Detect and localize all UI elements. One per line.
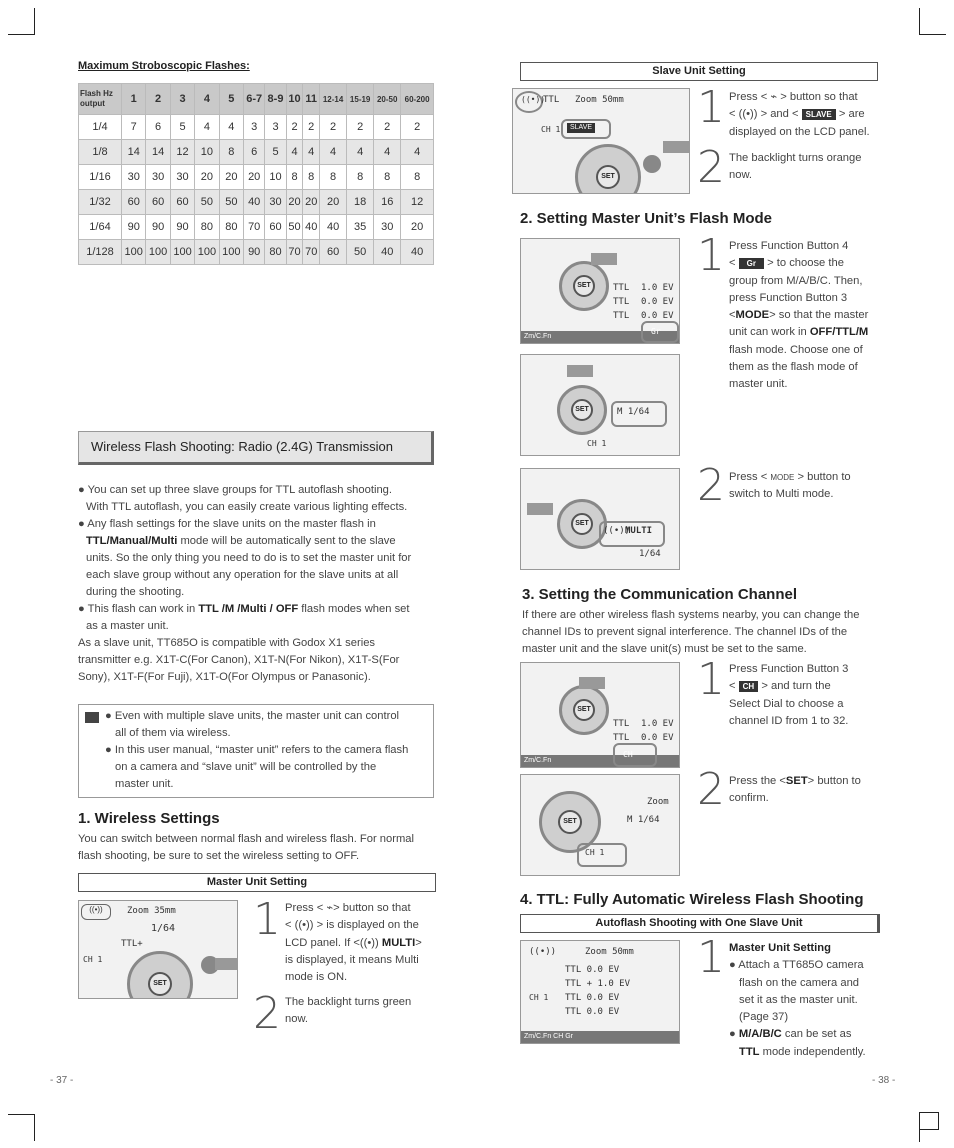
table-cell: 100 — [122, 240, 146, 265]
table-cell: 100 — [170, 240, 194, 265]
table-cell: 30 — [146, 165, 170, 190]
lcd-ch: CH — [623, 750, 633, 759]
step-text: < — [729, 680, 739, 693]
autoflash-box: Autoflash Shooting with One Slave Unit — [520, 914, 880, 933]
table-cell: 8 — [347, 165, 374, 190]
bullet-line: ● Any flash settings for the slave units on the master flash in — [78, 518, 376, 530]
arrow-icon — [215, 958, 237, 970]
page-number: - 37 - — [50, 1075, 74, 1086]
bullet-line: units. So the only thing you need to do is to set the master unit for — [86, 552, 412, 564]
header-cell: 15-19 — [347, 84, 374, 115]
table-row — [79, 190, 434, 215]
lcd-zoom: Zoom 35mm — [127, 906, 176, 916]
table-cell: 4 — [195, 115, 219, 140]
table-cell: 5 — [170, 115, 194, 140]
section-3-title: 3. Setting the Communication Channel — [522, 586, 798, 603]
step-text: The backlight turns orange — [729, 152, 862, 164]
step-number: 2 — [253, 988, 281, 1039]
lcd-channel: CH 1 — [529, 993, 549, 1002]
lcd-row: TTL 0.0 EV — [565, 965, 620, 975]
header-cell: 4 — [195, 84, 219, 115]
select-dial: SET — [557, 499, 607, 549]
header-cell: 11 — [303, 84, 320, 115]
lcd-row: TTL 0.0 EV — [565, 993, 620, 1003]
header-cell: 3 — [170, 84, 194, 115]
compat-line: As a slave unit, TT685O is compatible with Godox X1 series — [78, 637, 376, 649]
table-cell: 10 — [265, 165, 286, 190]
step-text: is displayed, it means Multi — [285, 953, 419, 966]
table-row — [79, 165, 434, 190]
step-text: > so that the master — [769, 309, 869, 322]
step-text: flash on the camera and — [739, 976, 860, 989]
step-text: group from M/A/B/C. Then, — [729, 274, 863, 287]
header-cell: 6-7 — [244, 84, 265, 115]
section-4-title: 4. TTL: Fully Automatic Wireless Flash Shooting — [520, 891, 864, 908]
lcd-ratio: 1/64 — [151, 923, 176, 934]
step-number: 1 — [697, 230, 725, 281]
table-cell: 20 — [244, 165, 265, 190]
step-text: > button to — [807, 775, 861, 787]
row-label: 1/32 — [79, 190, 122, 215]
mode-lcd-illustration-b — [520, 354, 680, 456]
table-cell: 70 — [244, 215, 265, 240]
table-cell: 6 — [244, 140, 265, 165]
channel-step2-text — [729, 773, 879, 808]
step-text: now. — [729, 169, 753, 182]
table-cell: 20 — [219, 165, 243, 190]
lcd-ev: 1.0 EV — [641, 283, 674, 293]
bullet-line: mode will be automatically sent to the slave — [177, 535, 396, 547]
channel-lcd-illustration-b — [520, 774, 680, 876]
table-cell: 40 — [401, 240, 434, 265]
step-number: 1 — [697, 654, 725, 705]
step-text: LCD panel. If <((•)) — [285, 936, 382, 949]
wireless-button-icon: ⌁ — [326, 902, 334, 914]
table-cell: 8 — [303, 165, 320, 190]
table-cell: 14 — [122, 140, 146, 165]
step-text: them as the flash mode of — [729, 361, 858, 374]
master-unit-setting-box: Master Unit Setting — [78, 873, 436, 892]
step-text: flash mode. Choose one of — [729, 343, 863, 356]
table-cell: 90 — [122, 215, 146, 240]
header-cell: 60-200 — [401, 84, 434, 115]
step-text: > — [415, 936, 422, 949]
table-cell: 4 — [320, 140, 347, 165]
slave-tag: SLAVE — [802, 109, 836, 120]
step-number: 2 — [697, 764, 725, 815]
arrow-icon — [527, 503, 553, 515]
slave-step2-text — [729, 150, 879, 185]
step-text: master unit. — [729, 378, 788, 391]
lcd-ttl: TTL — [613, 283, 630, 293]
table-row — [79, 140, 434, 165]
table-cell: 2 — [401, 115, 434, 140]
step-text: press Function Button 3 — [729, 291, 848, 304]
master-lcd-illustration — [78, 900, 238, 999]
table-cell: 40 — [303, 215, 320, 240]
select-dial: SET — [127, 951, 193, 999]
section-2-title: 2. Setting Master Unit’s Flash Mode — [520, 210, 772, 227]
paragraph-line: master unit and the slave unit(s) must be set to the same. — [522, 643, 807, 655]
bullet-line: flash modes when set — [298, 603, 410, 615]
table-cell: 8 — [219, 140, 243, 165]
table-cell: 60 — [320, 240, 347, 265]
step-number: 1 — [697, 932, 725, 983]
bold-text: OFF/TTL/M — [809, 326, 869, 339]
table-cell: 50 — [219, 190, 243, 215]
lcd-function-bar: Zm/C.Fn CH Gr — [521, 1031, 679, 1043]
table-cell: 8 — [320, 165, 347, 190]
step-text: Press < — [729, 471, 771, 483]
note-box — [78, 704, 434, 798]
step-text: ● Attach a TT685O camera — [729, 959, 864, 972]
header-cell: 8-9 — [265, 84, 286, 115]
lcd-ev: 0.0 EV — [641, 311, 674, 321]
step-number: 2 — [697, 460, 725, 511]
lcd-row: TTL 0.0 EV — [565, 1007, 620, 1017]
table-cell: 60 — [122, 190, 146, 215]
header-cell: 5 — [219, 84, 243, 115]
lcd-channel: CH 1 — [587, 439, 607, 448]
table-cell: 3 — [244, 115, 265, 140]
channel-step1-text — [729, 661, 879, 730]
row-label: 1/64 — [79, 215, 122, 240]
crop-mark — [34, 8, 35, 35]
row-label: 1/4 — [79, 115, 122, 140]
bullet-line: With TTL autoflash, you can easily create various lighting effects. — [86, 501, 408, 513]
corner-hz-label: Hz — [103, 89, 113, 98]
slave-step1-text — [729, 89, 879, 141]
ch-tag: CH — [739, 681, 759, 692]
note-icon — [85, 712, 99, 723]
table-cell: 30 — [374, 215, 401, 240]
table-cell: 4 — [374, 140, 401, 165]
table-row — [79, 215, 434, 240]
step-text: > to choose the — [764, 257, 844, 270]
bold-text: MODE — [735, 309, 770, 322]
step-text: > and turn the — [758, 680, 831, 693]
wireless-icon: ((•)) — [81, 904, 111, 920]
lcd-channel: CH 1 — [585, 848, 605, 857]
bullet-line: ● This flash can work in — [78, 603, 199, 615]
table-cell: 2 — [286, 115, 303, 140]
step-text: channel ID from 1 to 32. — [729, 714, 849, 727]
table-cell: 2 — [303, 115, 320, 140]
lcd-slave-tag: SLAVE — [567, 123, 595, 133]
table-cell: 50 — [195, 190, 219, 215]
table-cell: 80 — [219, 215, 243, 240]
wireless-settings-text — [78, 831, 438, 865]
step-text: can be set as — [781, 1028, 852, 1041]
table-cell: 35 — [347, 215, 374, 240]
select-dial: SET — [559, 685, 609, 735]
table-cell: 30 — [170, 165, 194, 190]
table-cell: 4 — [401, 140, 434, 165]
master-step2-text — [285, 994, 435, 1029]
table-cell: 2 — [347, 115, 374, 140]
multi-lcd-illustration — [520, 468, 680, 570]
table-cell: 20 — [401, 215, 434, 240]
step-text: (Page 37) — [739, 1011, 789, 1024]
page-number: - 38 - — [872, 1075, 896, 1086]
table-cell: 12 — [401, 190, 434, 215]
step-text: The backlight turns green — [285, 996, 412, 1008]
header-cell: 2 — [146, 84, 170, 115]
step-text: Press < — [729, 91, 771, 103]
corner-flash-label: Flash — [80, 89, 101, 98]
header-cell: 10 — [286, 84, 303, 115]
lcd-function-bar: Zm/C.Fn — [521, 331, 679, 343]
note-line: ● Even with multiple slave units, the master unit can control — [105, 710, 400, 722]
wireless-settings-title: 1. Wireless Settings — [78, 810, 220, 827]
select-dial: SET — [559, 261, 609, 311]
crop-mark — [919, 1128, 920, 1142]
table-cell: 3 — [265, 115, 286, 140]
lcd-function-bar: Zm/C.Fn — [521, 755, 679, 767]
table-row — [79, 240, 434, 265]
table-cell: 60 — [170, 190, 194, 215]
bold-text: TTL /M /Multi / OFF — [198, 603, 299, 615]
bold-text: SET — [785, 775, 808, 787]
table-cell: 100 — [219, 240, 243, 265]
table-cell: 70 — [303, 240, 320, 265]
bold-text: M/A/B/C — [738, 1028, 782, 1041]
lcd-ratio: M 1/64 — [617, 407, 650, 417]
step-text: Select Dial to choose a — [729, 697, 844, 710]
select-dial: SET — [575, 144, 641, 194]
table-cell: 80 — [195, 215, 219, 240]
arrow-icon — [591, 253, 617, 265]
strobe-table — [78, 83, 434, 265]
note-line: master unit. — [115, 778, 174, 790]
step-number: 1 — [253, 894, 281, 945]
step-text: switch to Multi mode. — [729, 488, 834, 501]
lcd-ev: 1.0 EV — [641, 719, 674, 729]
lcd-ttl: TTL — [613, 719, 630, 729]
table-cell: 60 — [265, 215, 286, 240]
table-cell: 80 — [265, 240, 286, 265]
ttl-step1-text — [729, 940, 879, 1061]
step-text: ● — [729, 1028, 739, 1041]
step-text: Press < — [285, 902, 327, 914]
lcd-ttl: TTL — [543, 95, 560, 105]
compat-line: transmitter e.g. X1T-C(For Canon), X1T-N(For Nikon), X1T-S(For — [78, 654, 400, 666]
paragraph-line: channel IDs to prevent signal interference. The channel IDs of the — [522, 626, 848, 638]
lcd-ttl: TTL+ — [121, 939, 143, 949]
master-step1-text — [285, 900, 435, 986]
mode-button-label: MODE — [770, 473, 795, 482]
step-number: 2 — [697, 142, 725, 193]
table-cell: 30 — [122, 165, 146, 190]
arrow-icon — [663, 141, 689, 153]
header-cell: 1 — [122, 84, 146, 115]
step-text: < — [729, 257, 739, 270]
table-cell: 4 — [347, 140, 374, 165]
lcd-ttl: TTL — [613, 733, 630, 743]
arrow-icon — [579, 677, 605, 689]
header-cell: 20-50 — [374, 84, 401, 115]
table-cell: 50 — [347, 240, 374, 265]
slave-lcd-illustration — [512, 88, 690, 194]
step-text: < ((•)) > and < — [729, 108, 802, 121]
lcd-row: TTL + 1.0 EV — [565, 979, 631, 989]
table-cell: 5 — [265, 140, 286, 165]
lcd-ev: 0.0 EV — [641, 297, 674, 307]
arrow-icon — [567, 365, 593, 377]
channel-lcd-illustration-a — [520, 662, 680, 768]
table-cell: 90 — [146, 215, 170, 240]
lcd-zoom: Zoom 50mm — [575, 95, 624, 105]
crop-mark — [34, 1114, 35, 1141]
table-cell: 40 — [244, 190, 265, 215]
note-text — [105, 708, 427, 793]
table-cell: 50 — [286, 215, 303, 240]
table-corner-cell — [79, 84, 122, 115]
wireless-button-icon: ⌁ — [770, 91, 778, 103]
section-3-text — [522, 607, 882, 658]
table-cell: 14 — [146, 140, 170, 165]
table-cell: 6 — [146, 115, 170, 140]
step-text: mode is ON. — [285, 971, 348, 984]
paragraph-line: You can switch between normal flash and wireless flash. For normal — [78, 833, 414, 845]
table-cell: 8 — [374, 165, 401, 190]
bold-text: TTL — [739, 1045, 760, 1058]
row-label: 1/8 — [79, 140, 122, 165]
table-cell: 4 — [219, 115, 243, 140]
bold-text: MULTI — [381, 936, 416, 949]
ttl-lcd-illustration — [520, 940, 680, 1044]
table-cell: 20 — [286, 190, 303, 215]
bullet-line: as a master unit. — [86, 620, 169, 632]
mode-lcd-illustration-a — [520, 238, 680, 344]
lcd-ttl: TTL — [613, 297, 630, 307]
table-cell: 2 — [320, 115, 347, 140]
section-header: Wireless Flash Shooting: Radio (2.4G) Transmission — [78, 431, 434, 465]
bullet-line: during the shooting. — [86, 586, 185, 598]
table-cell: 4 — [303, 140, 320, 165]
table-cell: 20 — [320, 190, 347, 215]
step-heading: Master Unit Setting — [729, 942, 831, 954]
lcd-ev: 0.0 EV — [641, 733, 674, 743]
bold-text: TTL/Manual/Multi — [86, 535, 178, 547]
step-text: Press the < — [729, 775, 786, 787]
bullet-line: each slave group without any operation for the slave units at all — [86, 569, 399, 581]
intro-text — [78, 482, 438, 686]
table-cell: 8 — [286, 165, 303, 190]
bullet-line: ● You can set up three slave groups for TTL autoflash shooting. — [78, 484, 392, 496]
table-cell: 30 — [265, 190, 286, 215]
step-text: Press Function Button 4 — [729, 240, 849, 252]
crop-mark — [919, 1112, 939, 1130]
gr-tag: Gr — [739, 258, 764, 269]
step-text: set it as the master unit. — [739, 993, 858, 1006]
row-label: 1/128 — [79, 240, 122, 265]
row-label: 1/16 — [79, 165, 122, 190]
mode-step1-text — [729, 238, 879, 394]
lcd-channel: CH 1 — [541, 125, 561, 134]
lcd-channel: CH 1 — [83, 955, 103, 964]
lcd-gr: Gr — [651, 327, 661, 336]
step-text: > button to — [794, 471, 851, 483]
table-cell: 20 — [303, 190, 320, 215]
step-text: > button so that — [777, 91, 858, 103]
table-row — [79, 115, 434, 140]
step-text: Press Function Button 3 — [729, 663, 849, 675]
slave-unit-setting-box: Slave Unit Setting — [520, 62, 878, 81]
step-text: confirm. — [729, 792, 769, 805]
lcd-zoom: Zoom — [647, 797, 669, 807]
corner-output-label: output — [80, 99, 105, 108]
table-cell: 100 — [195, 240, 219, 265]
wireless-icon: ((•)) — [521, 95, 546, 104]
step-text: now. — [285, 1013, 309, 1026]
note-line: on a camera and “slave unit” will be controlled by the — [115, 761, 377, 773]
strobe-table-title: Maximum Stroboscopic Flashes: — [78, 60, 250, 72]
compat-line: Sony), X1T-F(For Fuji), X1T-O(For Olympus or Panasonic). — [78, 671, 371, 683]
step-text: > are — [835, 108, 865, 121]
note-line: all of them via wireless. — [115, 727, 231, 739]
table-cell: 20 — [195, 165, 219, 190]
table-cell: 12 — [170, 140, 194, 165]
highlight-ring — [613, 743, 657, 767]
step-text: < — [729, 309, 736, 322]
paragraph-line: If there are other wireless flash systems nearby, you can change the — [522, 609, 860, 621]
table-cell: 90 — [170, 215, 194, 240]
table-cell: 60 — [146, 190, 170, 215]
table-cell: 8 — [401, 165, 434, 190]
wireless-icon: ((•)) — [529, 947, 557, 957]
crop-mark — [8, 34, 35, 35]
power-switch — [643, 155, 661, 173]
table-cell: 10 — [195, 140, 219, 165]
paragraph-line: flash shooting, be sure to set the wireless setting to OFF. — [78, 850, 360, 862]
step-text: displayed on the LCD panel. — [729, 125, 870, 138]
lcd-ratio: M 1/64 — [627, 815, 660, 825]
select-dial: SET — [539, 791, 601, 853]
lcd-ttl: TTL — [613, 311, 630, 321]
lcd-multi: MULTI — [625, 526, 653, 536]
wireless-icon: ((•)) — [603, 526, 631, 536]
table-cell: 7 — [122, 115, 146, 140]
step-text: mode independently. — [759, 1045, 866, 1058]
crop-mark — [919, 34, 946, 35]
table-cell: 18 — [347, 190, 374, 215]
note-line: ● In this user manual, “master unit” refers to the camera flash — [105, 744, 409, 756]
table-cell: 40 — [374, 240, 401, 265]
lcd-ratio: 1/64 — [639, 549, 661, 559]
step-text: unit can work in — [729, 326, 810, 339]
table-cell: 40 — [320, 215, 347, 240]
table-cell: 70 — [286, 240, 303, 265]
table-cell: 2 — [374, 115, 401, 140]
table-cell: 4 — [286, 140, 303, 165]
step-text: > button so that — [333, 902, 411, 914]
select-dial: SET — [557, 385, 607, 435]
step-number: 1 — [697, 82, 725, 133]
mode-step2-text — [729, 469, 879, 504]
lcd-zoom: Zoom 50mm — [585, 947, 634, 957]
crop-mark — [919, 8, 920, 35]
step-text: < ((•)) > is displayed on the — [285, 919, 419, 932]
table-cell: 16 — [374, 190, 401, 215]
table-cell: 90 — [244, 240, 265, 265]
header-cell: 12-14 — [320, 84, 347, 115]
table-header-row — [79, 84, 434, 115]
table-cell: 100 — [146, 240, 170, 265]
crop-mark — [8, 1114, 35, 1115]
